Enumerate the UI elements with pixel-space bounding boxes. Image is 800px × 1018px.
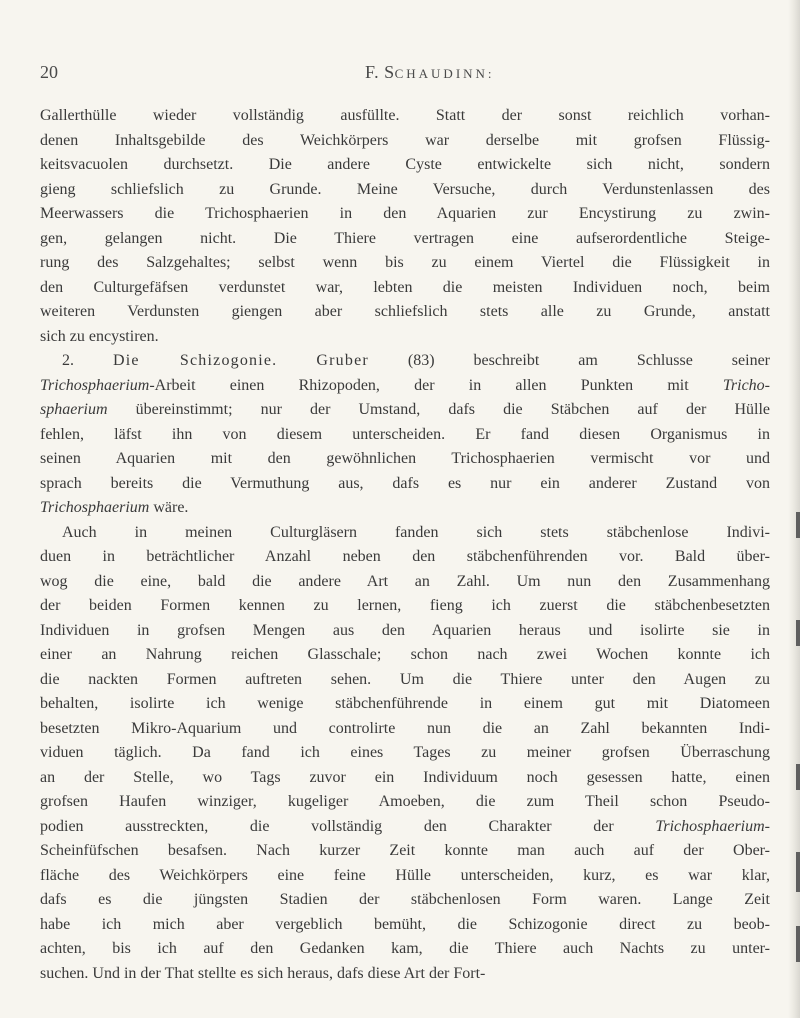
text-line <box>40 717 770 742</box>
text-line <box>40 815 770 840</box>
text-run: habe ich mich aber vergeblich bemüht, die Schizogonie direct zu beob- <box>40 915 770 933</box>
text-line <box>40 423 770 448</box>
text-run <box>277 352 316 369</box>
text-line <box>40 962 770 987</box>
page-edge <box>788 0 800 1018</box>
text-run: -Arbeit einen Rhizopoden, der in allen Punkten mit <box>149 376 723 394</box>
text-run: der beiden Formen kennen zu lernen, fieng ich zuerst die stäbchenbesetzten <box>40 597 770 614</box>
body-text <box>40 104 770 986</box>
text-run: fläche des Weichkörpers eine feine Hülle unterscheiden, kurz, es war klar, <box>40 866 770 884</box>
edge-mark <box>796 512 800 538</box>
text-run: Scheinfüfschen besafsen. Nach kurzer Zeit konnte man auch auf der Ober- <box>40 842 770 859</box>
text-line <box>40 913 770 938</box>
text-run: suchen. Und in der That stellte es sich heraus, dafs diese Art der Fort- <box>40 964 486 982</box>
italic-text: sphaerium <box>40 401 108 418</box>
text-run: podien ausstreckten, die vollständig den Charakter der <box>40 817 656 835</box>
paragraph <box>40 521 770 987</box>
text-run: viduen täglich. Da fand ich eines Tages zu meiner grofsen Überraschung <box>40 744 770 761</box>
text-line <box>40 741 770 766</box>
text-run: wäre. <box>149 499 189 516</box>
text-run: gieng schliefslich zu Grunde. Meine Versuche, durch Verdunstenlassen des <box>40 180 770 198</box>
text-line <box>40 472 770 497</box>
edge-mark <box>796 764 800 790</box>
italic-text: Trichosphaerium- <box>655 817 770 835</box>
text-line <box>40 570 770 595</box>
text-run: keitsvacuolen durchsetzt. Die andere Cyste entwickelte sich nicht, sondern <box>40 156 770 173</box>
text-run: duen in beträchtlicher Anzahl neben den stäbchenführenden vor. Bald über- <box>40 548 770 565</box>
edge-mark <box>796 926 800 962</box>
text-run: achten, bis ich auf den Gedanken kam, die Thiere auch Nachts zu unter- <box>40 940 770 957</box>
text-run: Meerwassers die Trichosphaerien in den Aquarien zur Encystirung zu zwin- <box>40 205 770 222</box>
italic-text: Trichosphaerium <box>40 376 150 394</box>
text-line <box>40 325 770 350</box>
text-line <box>40 227 770 252</box>
text-line <box>40 545 770 570</box>
paragraph <box>40 349 770 521</box>
text-line <box>40 766 770 791</box>
edge-mark <box>796 852 800 892</box>
text-line <box>40 864 770 889</box>
text-line <box>40 178 770 203</box>
text-line <box>40 619 770 644</box>
text-line <box>40 668 770 693</box>
text-line <box>40 692 770 717</box>
text-line <box>40 300 770 325</box>
text-run: Gallerthülle wieder vollständig ausfüllte. Statt der sonst reichlich vorhan- <box>40 107 770 124</box>
text-run: grofsen Haufen winziger, kugeliger Amoeben, die zum Theil schon Pseudo- <box>40 793 770 810</box>
text-run: sprach bereits die Vermuthung aus, dafs es nur ein anderer Zustand von <box>40 474 770 492</box>
running-head-initial: S <box>384 62 395 82</box>
text-run: an der Stelle, wo Tags zuvor ein Individuum noch gesessen hatte, einen <box>40 768 770 786</box>
text-run: gen, gelangen nicht. Die Thiere vertragen eine aufserordentliche Steige- <box>40 229 770 247</box>
text-line <box>40 643 770 668</box>
text-line <box>40 251 770 276</box>
page-number: 20 <box>40 62 58 82</box>
text-line <box>40 276 770 301</box>
text-line <box>40 594 770 619</box>
text-run: weiteren Verdunsten giengen aber schliefslich stets alle zu Grunde, anstatt <box>40 303 770 320</box>
text-run: denen Inhaltsgebilde des Weichkörpers war derselbe mit grofsen Flüssig- <box>40 131 770 149</box>
text-line <box>40 447 770 472</box>
spaced-text: Gruber <box>316 352 369 369</box>
text-line <box>40 496 770 521</box>
text-run: behalten, isolirte ich wenige stäbchenführende in einem gut mit Diatomeen <box>40 695 770 712</box>
paragraph <box>40 104 770 349</box>
text-line <box>40 104 770 129</box>
text-run: Auch in meinen Culturgläsern fanden sich stets stäbchenlose Indivi- <box>62 523 770 541</box>
text-line <box>40 839 770 864</box>
text-run: einer an Nahrung reichen Glasschale; schon nach zwei Wochen konnte ich <box>40 646 770 663</box>
text-run: wog die eine, bald die andere Art an Zahl. Um nun den Zusammenhang <box>40 572 770 590</box>
text-run: besetzten Mikro-Aquarium und controlirte nun die an Zahl bekannten Indi- <box>40 719 770 737</box>
text-run: sich zu encystiren. <box>40 327 159 345</box>
text-line <box>40 129 770 154</box>
text-line <box>40 790 770 815</box>
text-line <box>40 153 770 178</box>
running-head-prefix: F. <box>365 62 385 82</box>
text-run: rung des Salzgehaltes; selbst wenn bis zu einem Viertel die Flüssigkeit in <box>40 254 770 271</box>
text-run: fehlen, läfst ihn von diesem unterscheiden. Er fand diesen Organismus in <box>40 425 770 443</box>
text-line <box>40 888 770 913</box>
text-line <box>40 937 770 962</box>
text-line <box>40 521 770 546</box>
text-line <box>40 202 770 227</box>
text-line <box>40 398 770 423</box>
text-run: 2. <box>62 352 113 369</box>
running-head <box>365 62 495 83</box>
text-line <box>40 349 770 374</box>
text-run: Individuen in grofsen Mengen aus den Aquarien heraus und isolirte sie in <box>40 621 770 639</box>
italic-text: Trichosphaerium <box>40 499 150 516</box>
page-header <box>40 62 770 88</box>
text-run: (83) beschreibt am Schlusse seiner <box>368 352 771 369</box>
text-run: seinen Aquarien mit den gewöhnlichen Trichosphaerien vermischt vor und <box>40 450 770 467</box>
spaced-text: Die Schizogonie. <box>113 352 278 369</box>
text-line <box>40 374 770 399</box>
text-run: dafs es die jüngsten Stadien der stäbchenlosen Form waren. Lange Zeit <box>40 891 770 908</box>
italic-text: Tricho- <box>722 376 770 394</box>
text-run: übereinstimmt; nur der Umstand, dafs die Stäbchen auf der Hülle <box>107 401 770 418</box>
running-head-surname: CHAUDINN: <box>394 66 495 81</box>
text-run: die nackten Formen auftreten sehen. Um die Thiere unter den Augen zu <box>40 670 770 688</box>
edge-mark <box>796 620 800 646</box>
text-run: den Culturgefäfsen verdunstet war, lebten die meisten Individuen noch, beim <box>40 278 770 296</box>
